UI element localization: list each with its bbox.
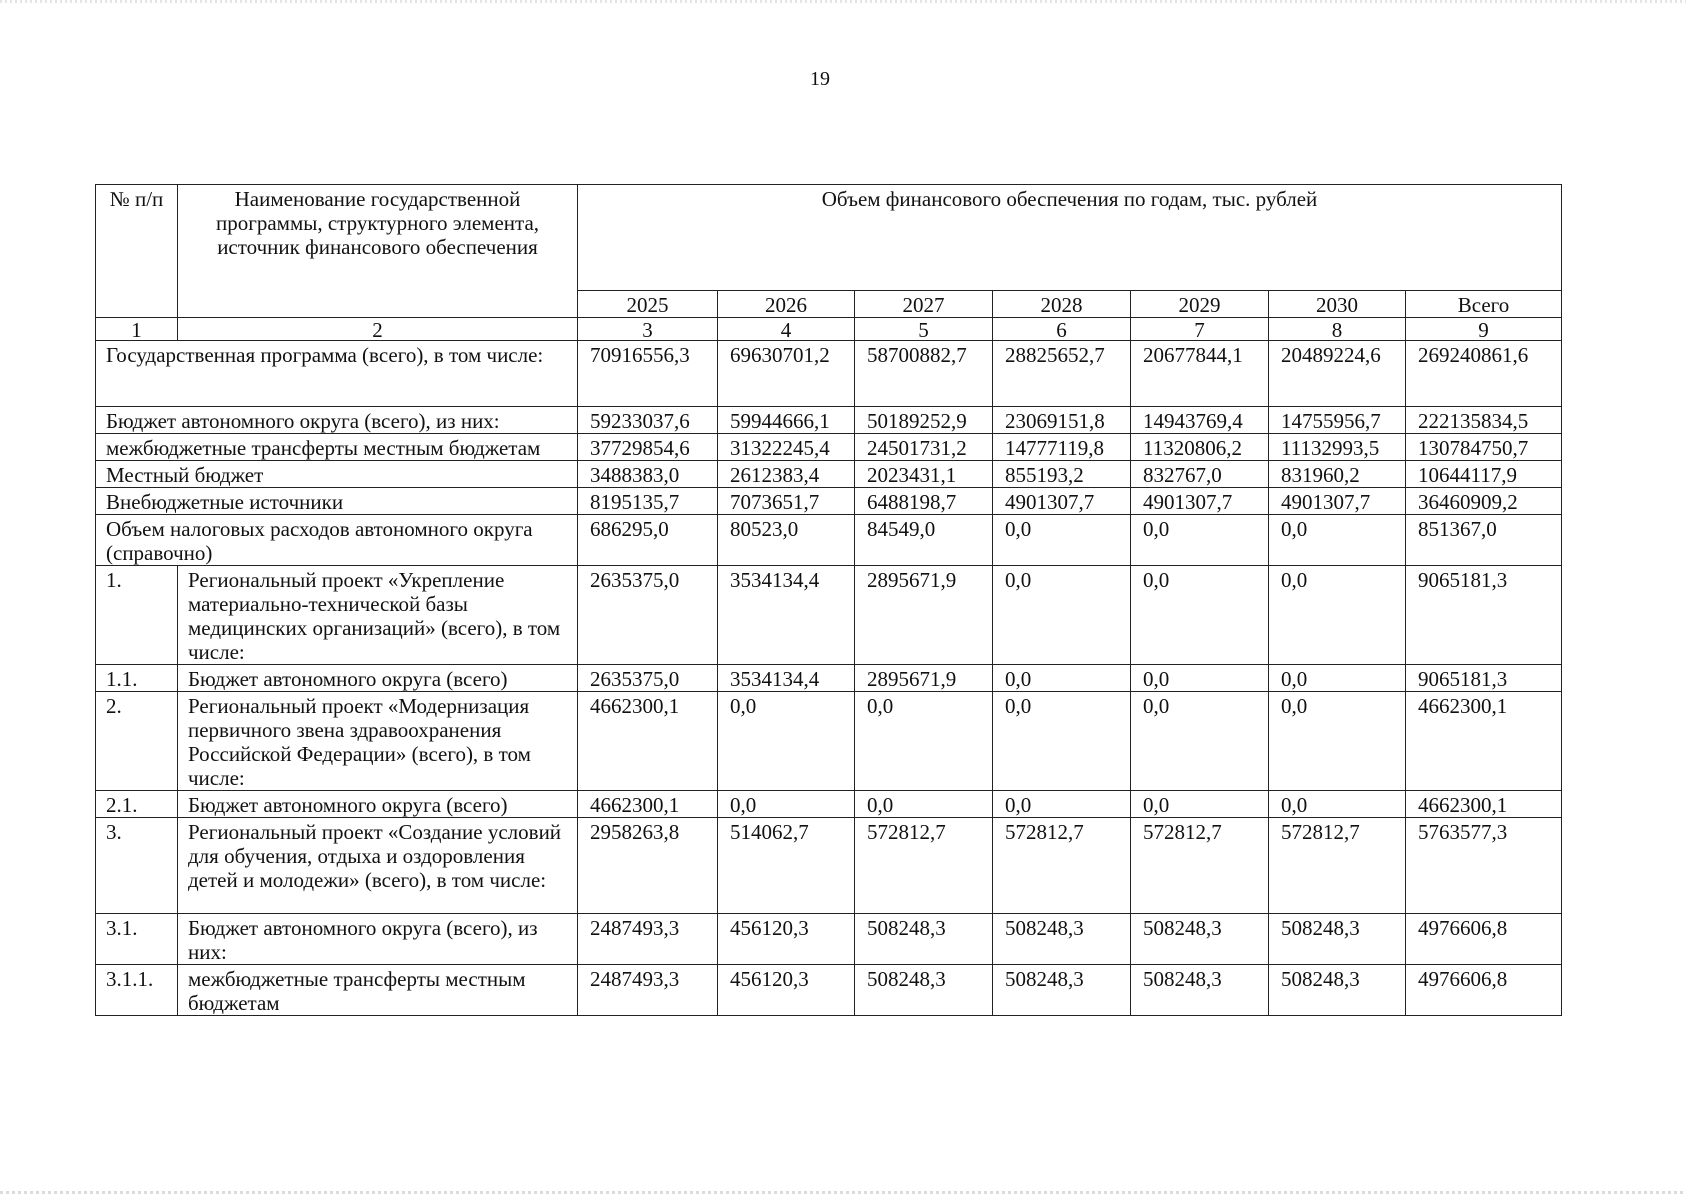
- cell-2025: 70916556,3: [578, 341, 718, 407]
- cell-2027: 2895671,9: [855, 665, 993, 692]
- cell-2030: 11132993,5: [1269, 434, 1406, 461]
- cell-2026: 2612383,4: [718, 461, 855, 488]
- cell-2025: 2635375,0: [578, 665, 718, 692]
- year-2027: 2027: [855, 291, 993, 318]
- row-name: Бюджет автономного округа (всего), из них:: [178, 914, 578, 965]
- index-cell: 6: [993, 318, 1131, 341]
- cell-2025: 8195135,7: [578, 488, 718, 515]
- cell-total: 9065181,3: [1406, 566, 1562, 665]
- cell-2030: 14755956,7: [1269, 407, 1406, 434]
- cell-2029: 11320806,2: [1131, 434, 1269, 461]
- table-row: [96, 488, 1562, 515]
- cell-2025: 37729854,6: [578, 434, 718, 461]
- scan-edge-bottom: [0, 1191, 1686, 1194]
- cell-2025: 2487493,3: [578, 914, 718, 965]
- row-name: Местный бюджет: [96, 461, 578, 488]
- year-2026: 2026: [718, 291, 855, 318]
- cell-2029: 0,0: [1131, 515, 1269, 566]
- cell-2027: 50189252,9: [855, 407, 993, 434]
- cell-2029: 508248,3: [1131, 914, 1269, 965]
- cell-2028: 855193,2: [993, 461, 1131, 488]
- cell-2029: 0,0: [1131, 692, 1269, 791]
- row-name: Внебюджетные источники: [96, 488, 578, 515]
- cell-2030: 508248,3: [1269, 914, 1406, 965]
- cell-2027: 2895671,9: [855, 566, 993, 665]
- cell-2027: 572812,7: [855, 818, 993, 914]
- cell-2028: 0,0: [993, 692, 1131, 791]
- cell-2028: 28825652,7: [993, 341, 1131, 407]
- cell-2028: 508248,3: [993, 914, 1131, 965]
- cell-2030: 508248,3: [1269, 965, 1406, 1016]
- cell-total: 5763577,3: [1406, 818, 1562, 914]
- row-name: Объем налоговых расходов автономного округа (справочно): [96, 515, 578, 566]
- cell-2027: 24501731,2: [855, 434, 993, 461]
- table-row: [96, 665, 1562, 692]
- row-num: 1.1.: [96, 665, 178, 692]
- year-2028: 2028: [993, 291, 1131, 318]
- year-2029: 2029: [1131, 291, 1269, 318]
- table-row: [96, 818, 1562, 914]
- scan-edge-top: [0, 0, 1686, 3]
- index-cell: 8: [1269, 318, 1406, 341]
- cell-2029: 20677844,1: [1131, 341, 1269, 407]
- cell-2026: 3534134,4: [718, 665, 855, 692]
- cell-total: 222135834,5: [1406, 407, 1562, 434]
- cell-2025: 4662300,1: [578, 692, 718, 791]
- table-row: [96, 341, 1562, 407]
- row-num: 3.1.: [96, 914, 178, 965]
- year-2030: 2030: [1269, 291, 1406, 318]
- row-num: 2.1.: [96, 791, 178, 818]
- cell-2026: 7073651,7: [718, 488, 855, 515]
- cell-2026: 31322245,4: [718, 434, 855, 461]
- cell-2030: 831960,2: [1269, 461, 1406, 488]
- cell-2028: 14777119,8: [993, 434, 1131, 461]
- cell-2029: 14943769,4: [1131, 407, 1269, 434]
- cell-2025: 3488383,0: [578, 461, 718, 488]
- cell-2028: 572812,7: [993, 818, 1131, 914]
- cell-2027: 0,0: [855, 692, 993, 791]
- cell-2027: 2023431,1: [855, 461, 993, 488]
- cell-2027: 508248,3: [855, 914, 993, 965]
- cell-2028: 23069151,8: [993, 407, 1131, 434]
- cell-total: 9065181,3: [1406, 665, 1562, 692]
- cell-2030: 0,0: [1269, 791, 1406, 818]
- cell-total: 10644117,9: [1406, 461, 1562, 488]
- cell-2026: 514062,7: [718, 818, 855, 914]
- index-cell: 2: [178, 318, 578, 341]
- cell-2028: 4901307,7: [993, 488, 1131, 515]
- cell-2027: 58700882,7: [855, 341, 993, 407]
- cell-2028: 0,0: [993, 566, 1131, 665]
- cell-2030: 20489224,6: [1269, 341, 1406, 407]
- table-row: [96, 434, 1562, 461]
- cell-total: 269240861,6: [1406, 341, 1562, 407]
- row-name: Бюджет автономного округа (всего): [178, 791, 578, 818]
- cell-2026: 0,0: [718, 692, 855, 791]
- table-row: [96, 914, 1562, 965]
- header-volume: Объем финансового обеспечения по годам, тыс. рублей: [578, 185, 1562, 291]
- row-name: Государственная программа (всего), в том числе:: [96, 341, 578, 407]
- cell-2029: 4901307,7: [1131, 488, 1269, 515]
- cell-2025: 59233037,6: [578, 407, 718, 434]
- row-name: межбюджетные трансферты местным бюджетам: [178, 965, 578, 1016]
- cell-total: 4976606,8: [1406, 914, 1562, 965]
- cell-2025: 2958263,8: [578, 818, 718, 914]
- cell-total: 130784750,7: [1406, 434, 1562, 461]
- cell-2030: 0,0: [1269, 566, 1406, 665]
- index-cell: 3: [578, 318, 718, 341]
- cell-2028: 0,0: [993, 515, 1131, 566]
- cell-2029: 0,0: [1131, 566, 1269, 665]
- cell-2030: 572812,7: [1269, 818, 1406, 914]
- cell-2030: 0,0: [1269, 515, 1406, 566]
- cell-2026: 456120,3: [718, 914, 855, 965]
- cell-total: 4976606,8: [1406, 965, 1562, 1016]
- cell-total: 851367,0: [1406, 515, 1562, 566]
- cell-total: 36460909,2: [1406, 488, 1562, 515]
- year-2025: 2025: [578, 291, 718, 318]
- table-row: [96, 566, 1562, 665]
- cell-total: 4662300,1: [1406, 791, 1562, 818]
- header-row: [96, 185, 1562, 291]
- cell-2029: 832767,0: [1131, 461, 1269, 488]
- page-number: 19: [810, 68, 830, 90]
- cell-2026: 69630701,2: [718, 341, 855, 407]
- cell-2025: 4662300,1: [578, 791, 718, 818]
- index-cell: 4: [718, 318, 855, 341]
- cell-2028: 0,0: [993, 665, 1131, 692]
- cell-2030: 0,0: [1269, 692, 1406, 791]
- table-row: [96, 515, 1562, 566]
- index-cell: 5: [855, 318, 993, 341]
- cell-2028: 0,0: [993, 791, 1131, 818]
- row-num: 3.: [96, 818, 178, 914]
- row-name: Бюджет автономного округа (всего), из них:: [96, 407, 578, 434]
- index-cell: 1: [96, 318, 178, 341]
- cell-2026: 456120,3: [718, 965, 855, 1016]
- header-num: № п/п: [96, 185, 178, 318]
- cell-2029: 0,0: [1131, 665, 1269, 692]
- cell-2025: 686295,0: [578, 515, 718, 566]
- cell-2030: 0,0: [1269, 665, 1406, 692]
- cell-2030: 4901307,7: [1269, 488, 1406, 515]
- row-name: Региональный проект «Укрепление материально-технической базы медицинских организаций» (всего), в том числе:: [178, 566, 578, 665]
- row-name: Региональный проект «Создание условий для обучения, отдыха и оздоровления детей и молодежи» (всего), в том числе:: [178, 818, 578, 914]
- cell-2026: 80523,0: [718, 515, 855, 566]
- cell-2026: 59944666,1: [718, 407, 855, 434]
- cell-2029: 508248,3: [1131, 965, 1269, 1016]
- table-row: [96, 791, 1562, 818]
- index-cell: 9: [1406, 318, 1562, 341]
- row-num: 2.: [96, 692, 178, 791]
- cell-2025: 2635375,0: [578, 566, 718, 665]
- table-row: [96, 461, 1562, 488]
- header-name: Наименование государственной программы, структурного элемента, источник финансового обеспечения: [178, 185, 578, 318]
- table-row: [96, 692, 1562, 791]
- row-name: Бюджет автономного округа (всего): [178, 665, 578, 692]
- table-row: [96, 407, 1562, 434]
- cell-2027: 6488198,7: [855, 488, 993, 515]
- cell-total: 4662300,1: [1406, 692, 1562, 791]
- index-row: [96, 318, 1562, 341]
- cell-2026: 0,0: [718, 791, 855, 818]
- cell-2029: 0,0: [1131, 791, 1269, 818]
- financing-table: [95, 184, 1562, 1016]
- row-num: 1.: [96, 566, 178, 665]
- index-cell: 7: [1131, 318, 1269, 341]
- cell-2027: 508248,3: [855, 965, 993, 1016]
- cell-2027: 84549,0: [855, 515, 993, 566]
- cell-2029: 572812,7: [1131, 818, 1269, 914]
- row-name: Региональный проект «Модернизация первичного звена здравоохранения Российской Федерации» (всего), в том числе:: [178, 692, 578, 791]
- year-total: Всего: [1406, 291, 1562, 318]
- table-row: [96, 965, 1562, 1016]
- cell-2026: 3534134,4: [718, 566, 855, 665]
- row-name: межбюджетные трансферты местным бюджетам: [96, 434, 578, 461]
- cell-2025: 2487493,3: [578, 965, 718, 1016]
- cell-2027: 0,0: [855, 791, 993, 818]
- cell-2028: 508248,3: [993, 965, 1131, 1016]
- row-num: 3.1.1.: [96, 965, 178, 1016]
